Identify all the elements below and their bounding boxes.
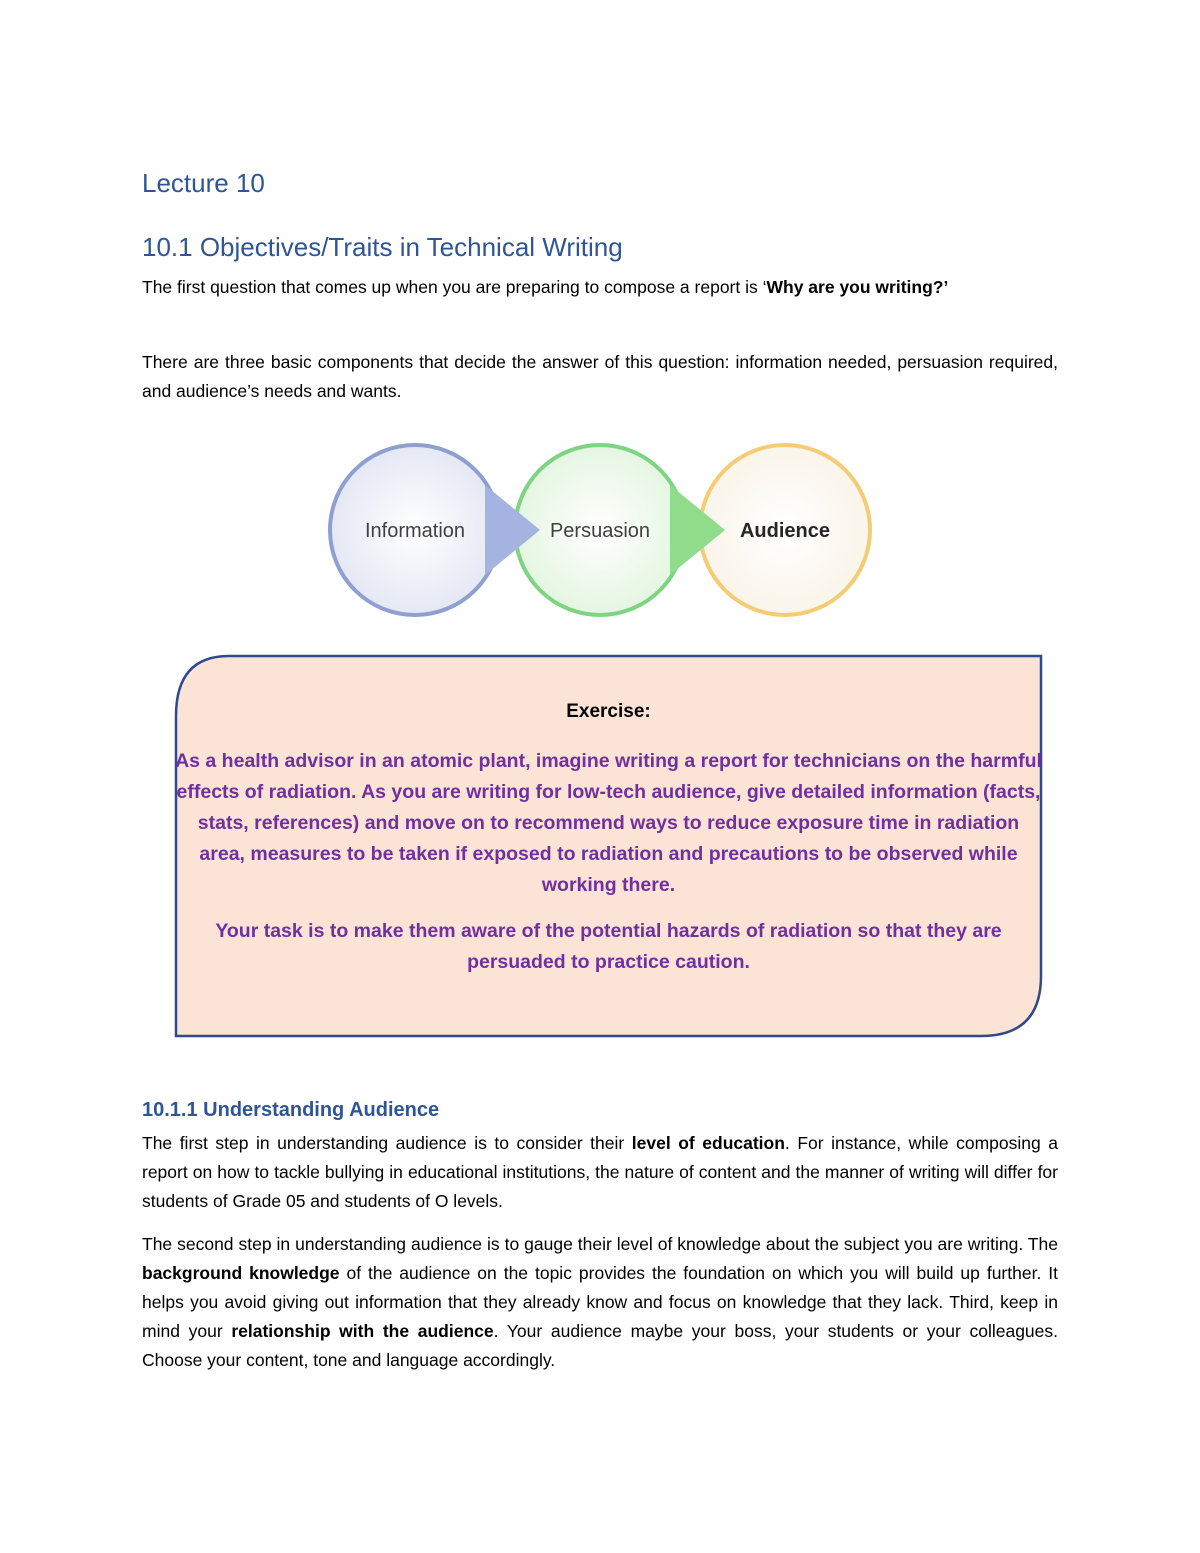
components-paragraph: There are three basic components that decide the answer of this question: information needed, persuasion required, and audience’s needs and wants.: [142, 352, 1058, 401]
exercise-task: Your task is to make them aware of the potential hazards of radiation so that they are persuaded to practice caution.: [215, 920, 1002, 973]
knowledge-text-a: The second step in understanding audience is to gauge their level of knowledge about the subject you are writing. The: [142, 1234, 1058, 1254]
education-text-a: The first step in understanding audience is to consider their: [142, 1133, 632, 1153]
education-text-c: . For instance, while composing a report on how to tackle bullying in educational institutions, the nature of content and the manner of writing will differ for students of Grade 05 and students of O levels.: [142, 1133, 1058, 1211]
exercise-box: [174, 654, 1043, 1038]
audience-label: Audience: [739, 520, 831, 542]
section-title: 10.1 Objectives/Traits in Technical Writing: [142, 232, 623, 262]
components-diagram: [325, 435, 875, 625]
education-bold: level of education: [631, 1133, 785, 1153]
persuasion-label: Persuasion: [549, 520, 651, 542]
information-label: Information: [364, 520, 466, 542]
knowledge-bold: background knowledge: [142, 1263, 340, 1283]
knowledge-paragraph: [142, 1230, 1058, 1375]
knowledge-text-e: . Your audience maybe your boss, your students or your colleagues. Choose your content, tone and language accordingly.: [142, 1321, 1058, 1370]
exercise-body: As a health advisor in an atomic plant, imagine writing a report for technicians on the harmful effects of radiation. As you are writing for low-tech audience, give detailed information (facts, stats, references) and move on to recommend ways to reduce exposure time in radiation area, measures to be taken if exposed to radiation and precautions to be observed while working there.: [175, 750, 1042, 896]
relationship-bold: relationship with the audience: [231, 1321, 494, 1341]
intro-text: The first question that comes up when you are preparing to compose a report is ‘: [142, 277, 767, 297]
subsection-title: 10.1.1 Understanding Audience: [142, 1099, 440, 1121]
components-diagram-svg: [325, 435, 875, 625]
knowledge-text-c: of the audience on the topic provides the foundation on which you will build up further. It helps you avoid giving out information that they already know and focus on knowledge that they lack. Third, keep in mind your: [142, 1263, 1058, 1341]
intro-question: Why are you writing?’: [766, 277, 949, 297]
education-paragraph: [142, 1129, 1058, 1216]
lecture-title: Lecture 10: [142, 168, 265, 198]
exercise-heading: Exercise:: [566, 701, 651, 722]
intro-paragraph: [142, 273, 1058, 302]
